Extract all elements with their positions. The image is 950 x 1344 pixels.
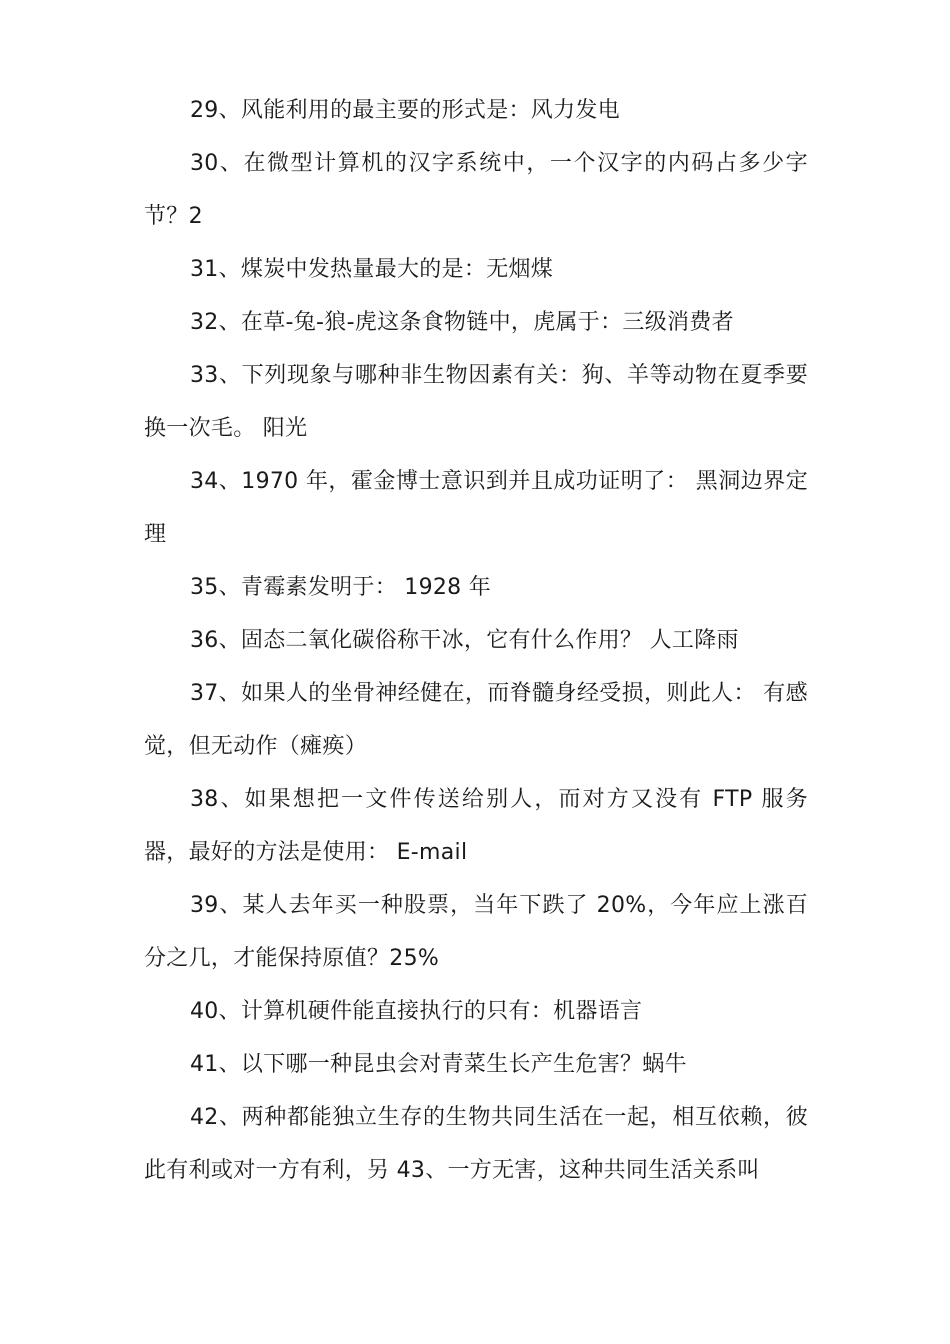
question-29: 29、风能利用的最主要的形式是：风力发电 (190, 98, 620, 123)
question-38: 38、如果想把一文件传送给别人，而对方又没有 FTP 服务器，最好的方法是使用： E-mail (144, 787, 808, 865)
question-37: 37、如果人的坐骨神经健在，而脊髓身经受损，则此人： 有感觉，但无动作（瘫痪） (144, 681, 808, 759)
question-39: 39、某人去年买一种股票，当年下跌了 20%，今年应上涨百分之几，才能保持原值？25% (144, 893, 808, 971)
question-35: 35、青霉素发明于： 1928 年 (190, 575, 492, 600)
question-30: 30、在微型计算机的汉字系统中，一个汉字的内码占多少字节？2 (144, 151, 808, 229)
question-33: 33、下列现象与哪种非生物因素有关：狗、羊等动物在夏季要换一次毛。 阳光 (144, 363, 808, 441)
question-32: 32、在草-兔-狼-虎这条食物链中，虎属于：三级消费者 (190, 310, 734, 335)
question-41: 41、以下哪一种昆虫会对青菜生长产生危害？蜗牛 (190, 1052, 687, 1077)
question-34: 34、1970 年，霍金博士意识到并且成功证明了： 黑洞边界定理 (144, 469, 808, 547)
question-31: 31、煤炭中发热量最大的是：无烟煤 (190, 257, 554, 282)
document-body (144, 84, 808, 1197)
question-40: 40、计算机硬件能直接执行的只有：机器语言 (190, 999, 643, 1024)
question-42: 42、两种都能独立生存的生物共同生活在一起，相互依赖，彼此有利或对一方有利，另 43、一方无害，这种共同生活关系叫 (144, 1105, 808, 1183)
question-36: 36、固态二氧化碳俗称干冰，它有什么作用？ 人工降雨 (190, 628, 739, 653)
